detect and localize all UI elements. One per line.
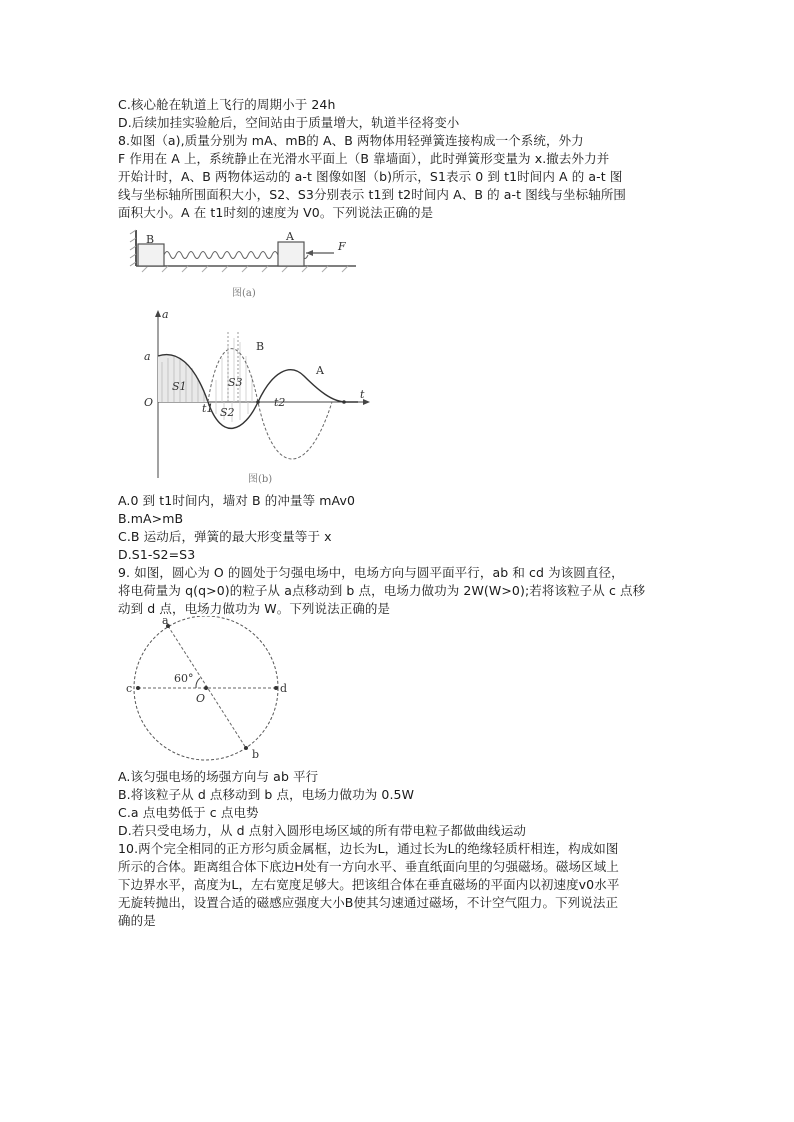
q8-option-a: A.0 到 t1时间内，墙对 B 的冲量等 mAv0 <box>118 493 355 508</box>
q9-figure-circle <box>118 616 318 766</box>
block-a-label: A <box>286 230 294 243</box>
q7-option-d: D.后续加挂实验舱后，空间站由于质量增大，轨道半径将变小 <box>118 115 460 130</box>
q8-figure-b <box>136 306 376 486</box>
t1-label: t1 <box>202 402 214 415</box>
q8-stem-line-3: 开始计时，A、B 两物体运动的 a-t 图像如图（b)所示，S1表示 0 到 t1时间内 A 的 a-t 图 <box>118 169 623 184</box>
s3-label: S3 <box>228 376 243 389</box>
a0-label: a <box>144 350 151 363</box>
block-a <box>278 242 304 266</box>
q9-stem-line-2: 将电荷量为 q(q>0)的粒子从 a点移动到 b 点，电场力做功为 2W(W>0);若将该粒子从 c 点移 <box>118 583 646 598</box>
q8-stem-line-4: 线与坐标轴所围面积大小，S2、S3分别表示 t1到 t2时间内 A、B 的 a-t 图线与坐标轴所围 <box>118 187 627 202</box>
axis-y-label: a <box>162 308 169 321</box>
q9-option-b: B.将该粒子从 d 点移动到 b 点，电场力做功为 0.5W <box>118 787 415 802</box>
curve-b <box>208 349 332 459</box>
figure-b-caption: 图(b) <box>248 474 273 485</box>
q10-stem-line-1: 10.两个完全相同的正方形匀质金属框，边长为L，通过长为L的绝缘轻质杆相连，构成如图 <box>118 841 619 856</box>
origin-label: O <box>144 396 154 409</box>
block-b-label: B <box>146 233 155 246</box>
q10-stem-line-3: 下边界水平，高度为L，左右宽度足够大。把该组合体在垂直磁场的平面内以初速度v0水平 <box>118 877 620 892</box>
q9-option-a: A.该匀强电场的场强方向与 ab 平行 <box>118 769 319 784</box>
point-a-label: a <box>162 616 169 627</box>
q9-option-c: C.a 点电势低于 c 点电势 <box>118 805 259 820</box>
center-o-label: O <box>196 692 206 705</box>
q9-stem-line-1: 9. 如图，圆心为 O 的圆处于匀强电场中，电场方向与圆平面平行，ab 和 cd 为该圆直径， <box>118 565 624 580</box>
q8-option-d: D.S1-S2=S3 <box>118 547 196 562</box>
s1-label: S1 <box>172 380 187 393</box>
q8-stem-line-5: 面积大小。A 在 t1时刻的速度为 V0。下列说法正确的是 <box>118 205 434 220</box>
s1-region <box>158 355 208 402</box>
q8-stem-line-1: 8.如图（a),质量分别为 mA、mB的 A、B 两物体用轻弹簧连接构成一个系统，外力 <box>118 133 584 148</box>
q8-option-c: C.B 运动后，弹簧的最大形变量等于 x <box>118 529 332 544</box>
curve-a-label: A <box>316 364 324 377</box>
curve-b-label: B <box>256 340 265 353</box>
q8-stem-line-2: F 作用在 A 上，系统静止在光滑水平面上（B 靠墙面），此时弹簧形变量为 x.撤去外力并 <box>118 151 610 166</box>
q10-stem-line-4: 无旋转抛出，设置合适的磁感应强度大小B使其匀速通过磁场，不计空气阻力。下列说法正 <box>118 895 619 910</box>
angle-label: 60° <box>174 672 194 685</box>
q10-stem-line-5: 确的是 <box>118 913 156 928</box>
block-b <box>138 244 164 266</box>
s2-label: S2 <box>220 406 235 419</box>
point-b-label: b <box>252 748 260 761</box>
q9-stem-line-3: 动到 d 点，电场力做功为 W。下列说法正确的是 <box>118 601 391 616</box>
q7-option-c: C.核心舱在轨道上飞行的周期小于 24h <box>118 97 336 112</box>
point-d-label: d <box>280 682 288 695</box>
t2-label: t2 <box>274 396 286 409</box>
q10-stem-line-2: 所示的合体。距离组合体下底边H处有一方向水平、垂直纸面向里的匀强磁场。磁场区域上 <box>118 859 619 874</box>
q9-option-d: D.若只受电场力，从 d 点射入圆形电场区域的所有带电粒子都做曲线运动 <box>118 823 526 838</box>
axis-x-label: t <box>360 388 365 401</box>
force-label: F <box>338 240 346 253</box>
figure-a-caption: 图(a) <box>232 288 256 299</box>
q8-option-b: B.mA>mB <box>118 511 184 526</box>
q8-figure-a <box>128 226 368 306</box>
point-c-label: c <box>126 682 133 695</box>
